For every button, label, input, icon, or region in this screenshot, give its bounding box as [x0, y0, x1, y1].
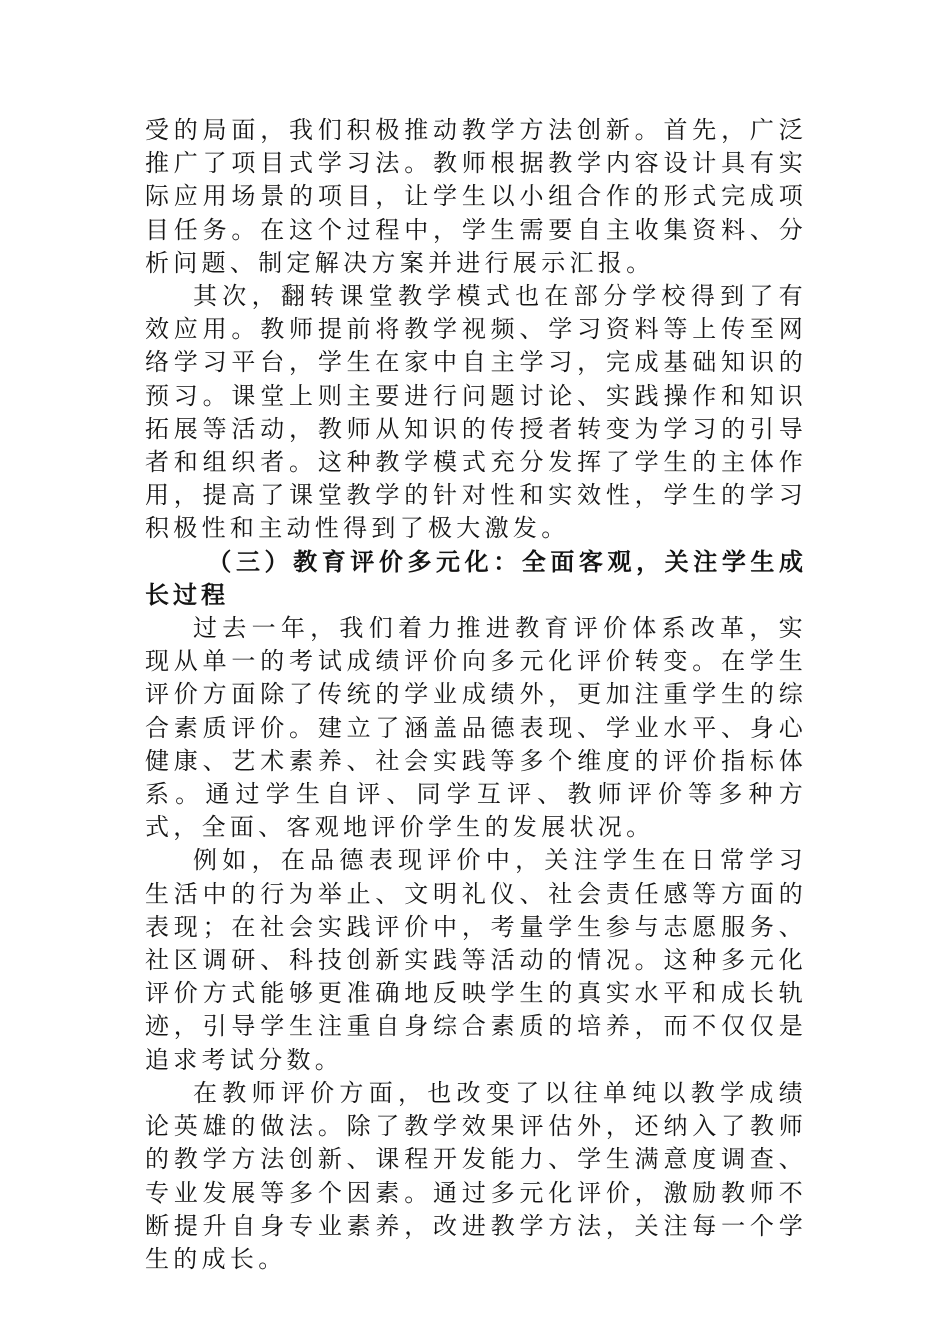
section-heading-evaluation: （三）教育评价多元化：全面客观，关注学生成长过程	[145, 547, 807, 609]
paragraph-flipped-classroom: 其次，翻转课堂教学模式也在部分学校得到了有效应用。教师提前将教学视频、学习资料等上传至网络学习平台，学生在家中自主学习，完成基础知识的预习。课堂上则主要进行问题讨论、实践操作和知识拓展等活动，教师从知识的传授者转变为学习的引导者和组织者。这种教学模式充分发挥了学生的主体作用，提高了课堂教学的针对性和实效性，学生的学习积极性和主动性得到了极大激发。	[145, 282, 807, 543]
paragraph-evaluation-reform: 过去一年，我们着力推进教育评价体系改革，实现从单一的考试成绩评价向多元化评价转变。在学生评价方面除了传统的学业成绩外，更加注重学生的综合素质评价。建立了涵盖品德表现、学业水平、身心健康、艺术素养、社会实践等多个维度的评价指标体系。通过学生自评、同学互评、教师评价等多种方式，全面、客观地评价学生的发展状况。	[145, 614, 807, 842]
paragraph-project-learning: 受的局面，我们积极推动教学方法创新。首先，广泛推广了项目式学习法。教师根据教学内容设计具有实际应用场景的项目，让学生以小组合作的形式完成项目任务。在这个过程中，学生需要自主收集资料、分析问题、制定解决方案并进行展示汇报。	[145, 116, 807, 277]
paragraph-evaluation-examples: 例如，在品德表现评价中，关注学生在日常学习生活中的行为举止、文明礼仪、社会责任感等方面的表现；在社会实践评价中，考量学生参与志愿服务、社区调研、科技创新实践等活动的情况。这种多元化评价方式能够更准确地反映学生的真实水平和成长轨迹，引导学生注重自身综合素质的培养，而不仅仅是追求考试分数。	[145, 846, 807, 1074]
paragraph-teacher-evaluation: 在教师评价方面，也改变了以往单纯以教学成绩论英雄的做法。除了教学效果评估外，还纳入了教师的教学方法创新、课程开发能力、学生满意度调查、专业发展等多个因素。通过多元化评价，激励教师不断提升自身专业素养，改进教学方法，关注每一个学生的成长。	[145, 1078, 807, 1273]
document-page	[145, 114, 807, 1276]
